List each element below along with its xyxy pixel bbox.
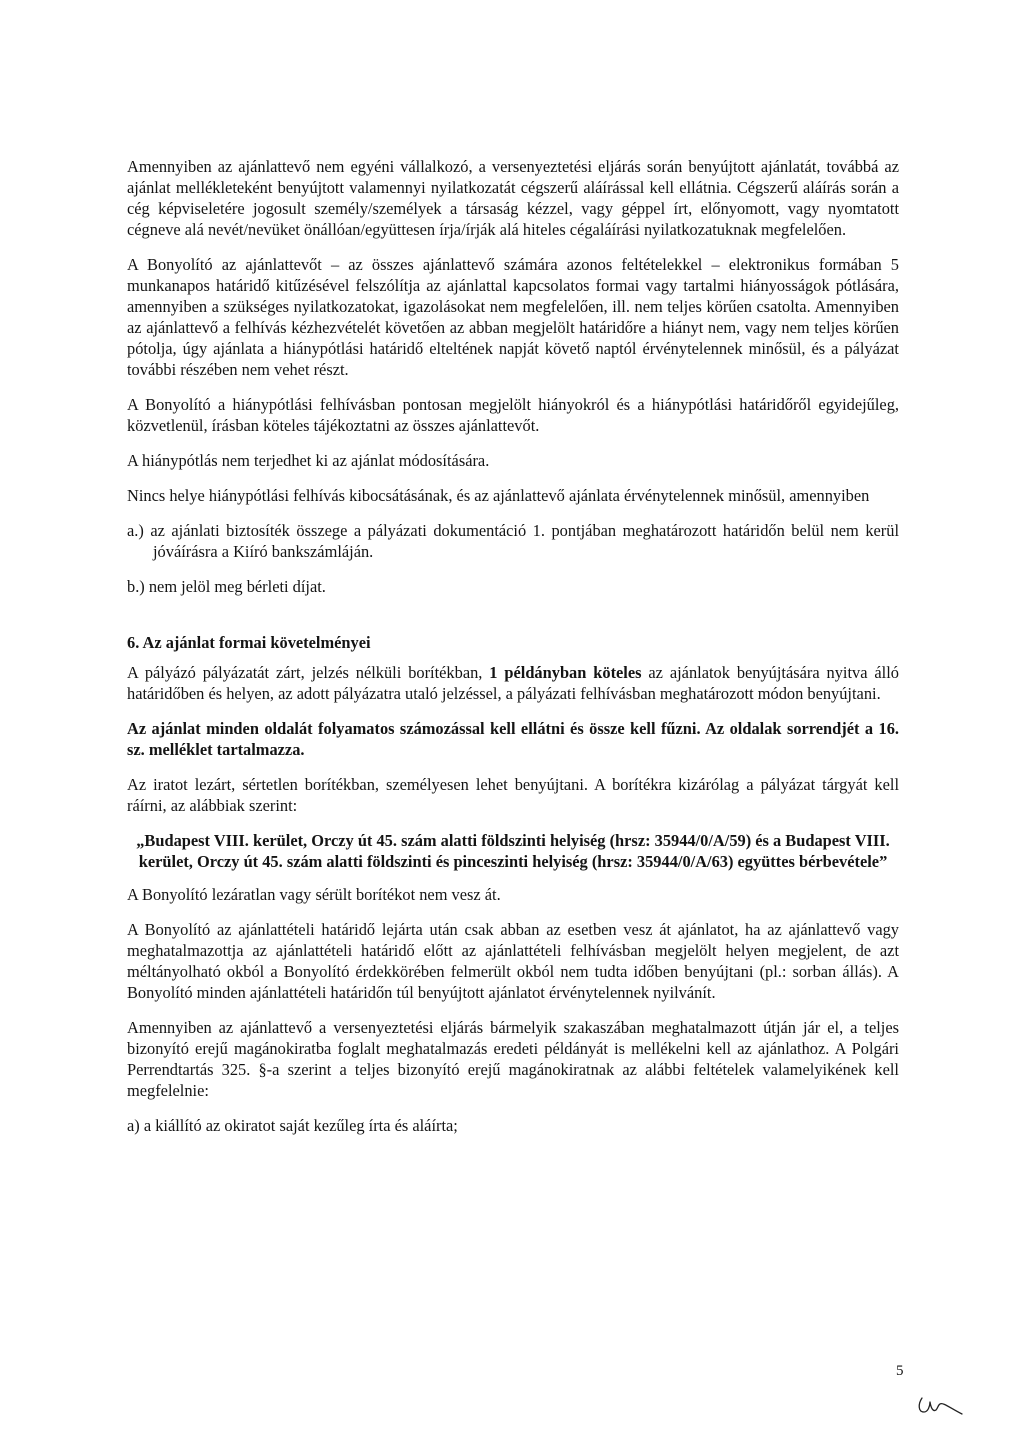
paragraph-damaged-envelope: A Bonyolító lezáratlan vagy sérült borítékot nem vesz át. [127, 885, 501, 904]
paragraph-submission [127, 662, 899, 704]
submission-text-start: A pályázó pályázatát zárt, jelzés nélküli borítékban, [127, 663, 490, 682]
handwritten-initials-signature [916, 1392, 966, 1416]
paragraph-company-signature: Amennyiben az ajánlattevő nem egyéni vállalkozó, a versenyeztetési eljárás során benyújtott ajánlatát, továbbá az ajánlat mellékleteként benyújtott valamennyi nyilatkozatát cégszerű aláírással kell ellátnia. Cégszerű aláírás során a cég képviseletére jogosult személy/személyek a társaság kézzel, vagy géppel írt, előnyomott, vagy nyomtatott cégneve alá nevét/nevüket önállóan/együttesen írja/írják alá hiteles cégaláírási nyilatkozatuknak megfelelően. [127, 157, 899, 239]
list-item-a: a.) az ajánlati biztosíték összege a pályázati dokumentáció 1. pontjában meghatározott határidőn belül nem kerül jóváírásra a Kiíró bankszámláján. [127, 521, 899, 561]
paragraph-deficiency-notice: A Bonyolító az ajánlattevőt – az összes ajánlattevő számára azonos feltételekkel – elektronikus formában 5 munkanapos határidő kitűzésével felszólítja az ajánlattal kapcsolatos formai vagy tartalmi hiányosságok pótlására, amennyiben a szükséges nyilatkozatokat, igazolásokat nem megfelelően, ill. nem teljes körűen csatolta. Amennyiben az ajánlattevő a felhívás kézhezvételét követően az abban megjelölt határidőre a hiányt nem, vagy nem teljes körűen pótolja, úgy ajánlata a hiánypótlási határidő elteltének napját követő naptól érvénytelennek minősül, és a pályázat további részében nem vehet részt. [127, 255, 899, 379]
section-heading: 6. Az ajánlat formai követelményei [127, 633, 371, 652]
submission-copies-bold: 1 példányban köteles [489, 663, 642, 682]
paragraph-authorization: Amennyiben az ajánlattevő a versenyeztetési eljárás bármelyik szakaszában meghatalmazott útján jár el, a teljes bizonyító erejű magánokiratba foglalt meghatalmazás eredeti példányát is mellékelni kell az ajánlathoz. A Polgári Perrendtartás 325. §-a szerint a teljes bizonyító erejű magánokiratnak az alábbi feltételek valamelyikének kell megfelelnie: [127, 1018, 899, 1100]
envelope-label-text: „Budapest VIII. kerület, Orczy út 45. szám alatti földszinti helyiség (hrsz: 35944/0/A/59) és a Budapest VIII. kerület, Orczy út 45. szám alatti földszinti és pinceszinti helyiség (hrsz: 35944/0/A/63) együttes bérbevétele” [136, 831, 890, 871]
paragraph-invalid-conditions: Nincs helye hiánypótlási felhívás kibocsátásának, és az ajánlattevő ajánlata érvénytelennek minősül, amennyiben [127, 486, 870, 505]
paragraph-no-modification: A hiánypótlás nem terjedhet ki az ajánlat módosítására. [127, 451, 490, 470]
paragraph-envelope: Az iratot lezárt, sértetlen borítékban, személyesen lehet benyújtani. A borítékra kizárólag a pályázat tárgyát kell ráírni, az alábbiak szerint: [127, 775, 899, 815]
page-number: 5 [896, 1363, 904, 1379]
list-item-a-signature: a) a kiállító az okiratot saját kezűleg írta és aláírta; [127, 1116, 458, 1135]
list-item-b: b.) nem jelöl meg bérleti díjat. [127, 577, 326, 596]
paragraph-page-numbering: Az ajánlat minden oldalát folyamatos számozással kell ellátni és össze kell fűzni. Az oldalak sorrendjét a 16. sz. melléklet tartalmazza. [127, 719, 899, 759]
page-body [127, 156, 899, 1136]
submission-text-end: az ajánlatok benyújtására nyitva álló határidőben és helyen, az adott pályázatra utaló jelzéssel, a pályázati felhívásban meghatározott módon benyújtani. [127, 663, 899, 703]
paragraph-late-submission: A Bonyolító az ajánlattételi határidő lejárta után csak abban az esetben vesz át ajánlatot, ha az ajánlattevő vagy meghatalmazottja az ajánlattételi határidő előtt az ajánlattételi felhívásban megjelölt helyen megjelent, de azt méltányolható okból a Bonyolító érdekkörében felmerült okból nem tudta időben benyújtani (pl.: sorban állás). A Bonyolító minden ajánlattételi határidőn túl benyújtott ajánlatot érvénytelennek nyilvánít. [127, 920, 899, 1002]
paragraph-deficiency-info: A Bonyolító a hiánypótlási felhívásban pontosan megjelölt hiányokról és a hiánypótlási határidőről egyidejűleg, közvetlenül, írásban köteles tájékoztatni az összes ajánlattevőt. [127, 395, 899, 435]
